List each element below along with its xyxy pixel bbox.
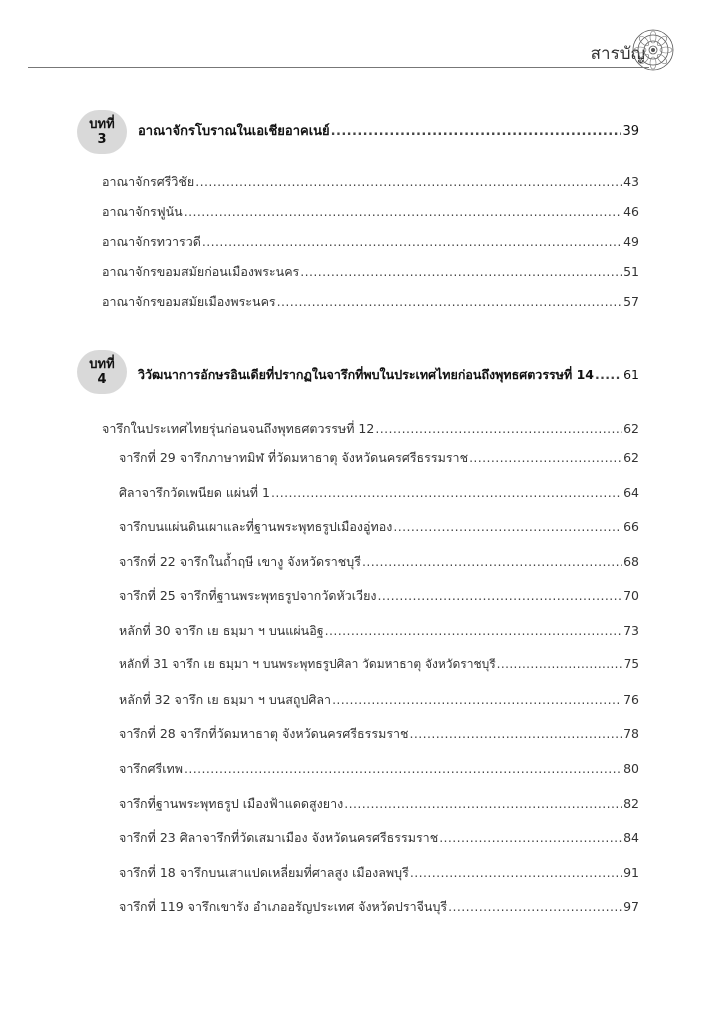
- leader-dots: [410, 865, 622, 880]
- chapter-title: วิวัฒนาการอักษรอินเดียที่ปรากฏในจารึกที่พบในประเทศไทยก่อนถึงพุทธศตวรรษที่ 14: [138, 367, 594, 382]
- entry-text: จารึกที่ 22 จารึกในถ้ำฤษี เขางู จังหวัดราชบุรี: [119, 554, 361, 569]
- entry-text: หลักที่ 32 จารึก เย ธมฺมา ฯ บนสถูปศิลา: [119, 692, 332, 707]
- toc-entry[interactable]: [119, 448, 639, 468]
- leader-dots: [410, 726, 623, 741]
- toc-entry[interactable]: [102, 172, 639, 192]
- chapter-badge-label: บทที่: [89, 357, 115, 372]
- leader-dots: [378, 588, 623, 603]
- entry-text: หลักที่ 30 จารึก เย ธมฺมา ฯ บนแผ่นอิฐ: [119, 623, 324, 638]
- leader-dots: [195, 174, 622, 189]
- entry-text: จารึกที่ 28 จารึกที่วัดมหาธาตุ จังหวัดนครศรีธรรมราช: [119, 726, 409, 741]
- toc-entry[interactable]: [102, 232, 639, 252]
- toc-entry[interactable]: [102, 292, 639, 312]
- chapter-badge: [77, 110, 127, 154]
- toc-chapter-heading[interactable]: [138, 120, 639, 141]
- leader-dots: [469, 450, 622, 465]
- toc-entry[interactable]: [119, 552, 639, 572]
- page-number: 68: [623, 554, 639, 569]
- toc-section[interactable]: [102, 419, 639, 439]
- leader-dots: [344, 796, 622, 811]
- chapter-badge-number: 4: [97, 372, 107, 387]
- toc-entry[interactable]: [119, 863, 639, 883]
- header-divider: [28, 67, 649, 68]
- entry-text: อาณาจักรขอมสมัยก่อนเมืองพระนคร: [102, 264, 300, 279]
- entry-text: หลักที่ 31 จารึก เย ธมฺมา ฯ บนพระพุทธรูปศิลา วัดมหาธาตุ จังหวัดราชบุรี: [119, 657, 496, 671]
- page-number: 43: [623, 174, 639, 189]
- mandala-ornament-icon: [631, 28, 675, 72]
- entry-text: จารึกที่ 18 จารึกบนเสาแปดเหลี่ยมที่ศาลสูง เมืองลพบุรี: [119, 865, 409, 880]
- page-title: สารบัญ: [590, 44, 645, 64]
- leader-dots: [331, 124, 622, 139]
- entry-text: จารึกที่ 25 จารึกที่ฐานพระพุทธรูปจากวัดหัวเวียง: [119, 588, 377, 603]
- leader-dots: [595, 367, 622, 382]
- page-number: 62: [623, 421, 639, 436]
- page-number: 62: [623, 450, 639, 465]
- chapter-badge-number: 3: [97, 132, 107, 147]
- toc-chapter-heading[interactable]: [138, 365, 639, 385]
- toc-entry[interactable]: [119, 586, 639, 606]
- page-number: 76: [623, 692, 639, 707]
- toc-entry[interactable]: [119, 655, 639, 674]
- page-number: 61: [623, 367, 639, 382]
- page-number: 75: [623, 657, 639, 671]
- page-number: 46: [623, 204, 639, 219]
- page-number: 82: [623, 796, 639, 811]
- toc-entry[interactable]: [119, 759, 639, 779]
- page-number: 70: [623, 588, 639, 603]
- entry-text: ศิลาจารึกวัดเพนียด แผ่นที่ 1: [119, 485, 270, 500]
- section-text: จารึกในประเทศไทยรุ่นก่อนจนถึงพุทธศตวรรษที่ 12: [102, 421, 375, 436]
- toc-entry[interactable]: [119, 621, 639, 641]
- entry-text: จารึกบนแผ่นดินเผาและที่ฐานพระพุทธรูปเมืองอู่ทอง: [119, 519, 393, 534]
- leader-dots: [202, 234, 622, 249]
- page-number: 51: [623, 264, 639, 279]
- entry-text: จารึกศรีเทพ: [119, 761, 184, 776]
- page-number: 57: [623, 294, 639, 309]
- page-number: 91: [623, 865, 639, 880]
- leader-dots: [184, 204, 622, 219]
- leader-dots: [300, 264, 622, 279]
- entry-text: อาณาจักรฟูนัน: [102, 204, 183, 219]
- entry-text: จารึกที่ฐานพระพุทธรูป เมืองฟ้าแดดสูงยาง: [119, 796, 344, 811]
- entry-text: อาณาจักรทวารวดี: [102, 234, 201, 249]
- leader-dots: [497, 657, 623, 671]
- entry-text: จารึกที่ 23 ศิลาจารึกที่วัดเสมาเมือง จังหวัดนครศรีธรรมราช: [119, 830, 439, 845]
- page-number: 80: [623, 761, 639, 776]
- chapter-title: อาณาจักรโบราณในเอเชียอาคเนย์: [138, 124, 330, 139]
- page-number: 73: [623, 623, 639, 638]
- toc-entry[interactable]: [119, 517, 639, 537]
- leader-dots: [448, 899, 622, 914]
- page-number: 84: [623, 830, 639, 845]
- page-number: 39: [622, 124, 639, 139]
- leader-dots: [325, 623, 622, 638]
- page-number: 78: [623, 726, 639, 741]
- leader-dots: [393, 519, 622, 534]
- toc-entry[interactable]: [102, 262, 639, 282]
- entry-text: อาณาจักรศรีวิชัย: [102, 174, 195, 189]
- entry-text: อาณาจักรขอมสมัยเมืองพระนคร: [102, 294, 276, 309]
- toc-entry[interactable]: [119, 724, 639, 744]
- toc-entry[interactable]: [119, 794, 639, 814]
- leader-dots: [332, 692, 622, 707]
- toc-entry[interactable]: [102, 202, 639, 222]
- toc-entry[interactable]: [119, 690, 639, 710]
- toc-entry[interactable]: [119, 897, 639, 917]
- leader-dots: [439, 830, 622, 845]
- page-number: 66: [623, 519, 639, 534]
- chapter-badge: [77, 350, 127, 394]
- leader-dots: [271, 485, 622, 500]
- leader-dots: [362, 554, 622, 569]
- page-number: 64: [623, 485, 639, 500]
- toc-entry[interactable]: [119, 828, 639, 848]
- page-number: 49: [623, 234, 639, 249]
- entry-text: จารึกที่ 119 จารึกเขารัง อำเภออรัญประเทศ จังหวัดปราจีนบุรี: [119, 899, 448, 914]
- entry-text: จารึกที่ 29 จารึกภาษาทมิฬ ที่วัดมหาธาตุ จังหวัดนครศรีธรรมราช: [119, 450, 469, 465]
- chapter-badge-label: บทที่: [89, 117, 115, 132]
- toc-entry[interactable]: [119, 483, 639, 503]
- leader-dots: [277, 294, 622, 309]
- page-number: 97: [623, 899, 639, 914]
- leader-dots: [375, 421, 622, 436]
- leader-dots: [184, 761, 622, 776]
